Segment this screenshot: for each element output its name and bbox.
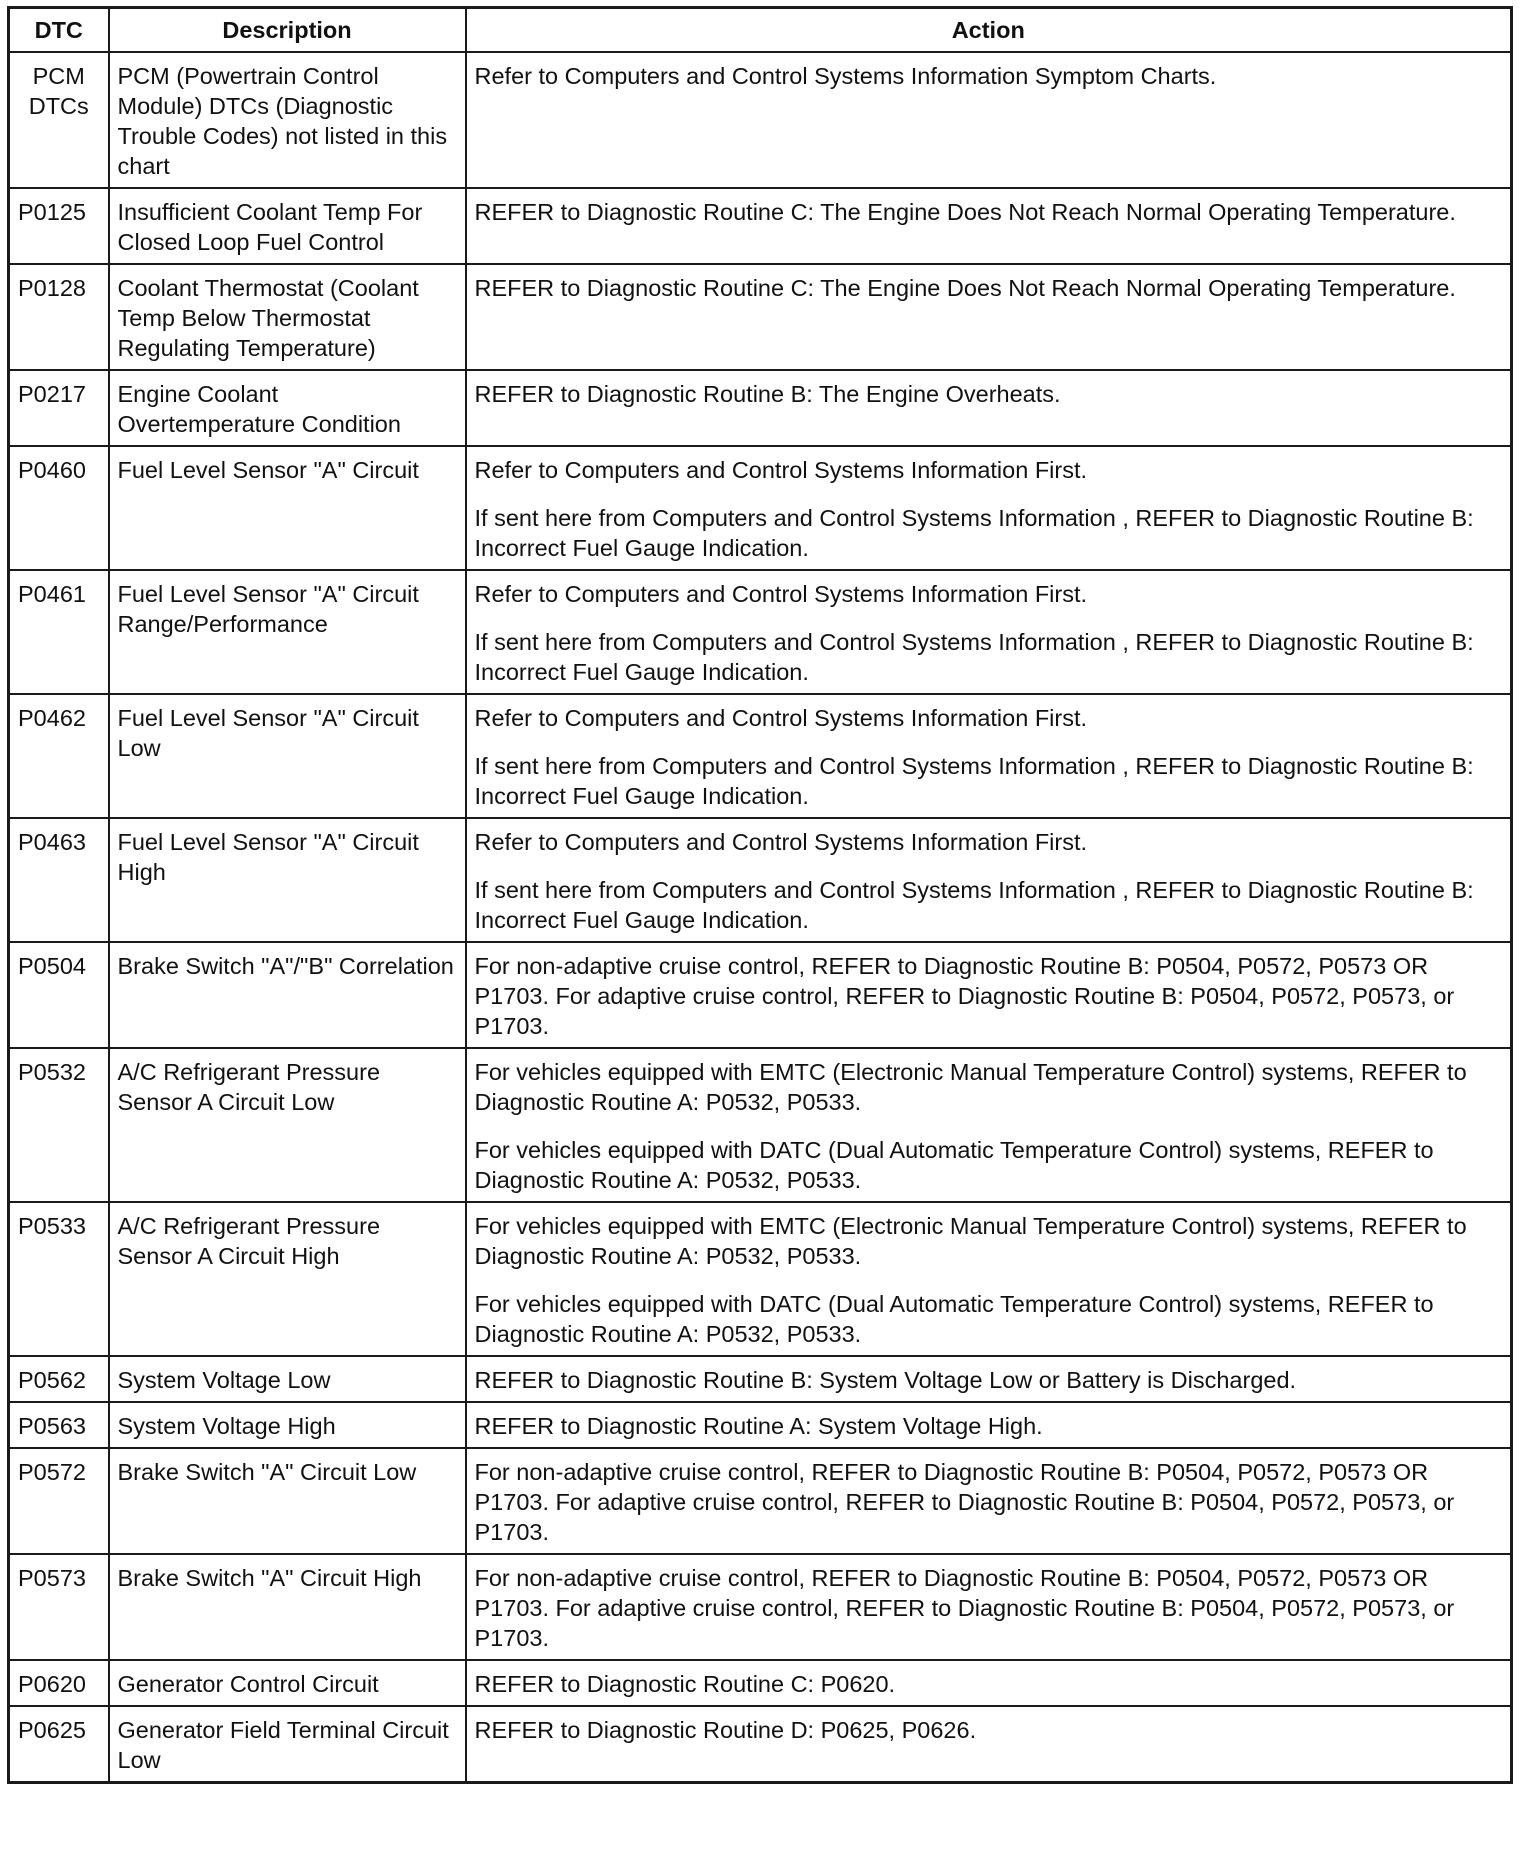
- action-paragraph: If sent here from Computers and Control Systems Information , REFER to Diagnostic Routine B: Incorrect Fuel Gauge Indication.: [474, 753, 1474, 809]
- dtc-code-cell: P0504: [9, 942, 109, 1048]
- action-paragraph: For vehicles equipped with DATC (Dual Automatic Temperature Control) systems, REFER to Diagnostic Routine A: P0532, P0533.: [474, 1291, 1434, 1347]
- dtc-code-cell: P0462: [9, 694, 109, 818]
- table-row: [9, 264, 1512, 370]
- action-paragraph: For non-adaptive cruise control, REFER to Diagnostic Routine B: P0504, P0572, P0573 OR P1703. For adaptive cruise control, REFER to Diagnostic Routine B: P0504, P0572, P0573, or P1703.: [474, 1459, 1455, 1545]
- description-cell: Engine Coolant Overtemperature Condition: [109, 370, 466, 446]
- description-cell: Fuel Level Sensor "A" Circuit High: [109, 818, 466, 942]
- description-cell: Brake Switch "A" Circuit Low: [109, 1448, 466, 1554]
- action-cell: [466, 52, 1512, 188]
- dtc-code-cell: P0532: [9, 1048, 109, 1202]
- action-paragraph: REFER to Diagnostic Routine A: System Voltage High.: [474, 1413, 1043, 1439]
- dtc-code-cell: P0573: [9, 1554, 109, 1660]
- action-paragraph: REFER to Diagnostic Routine C: The Engine Does Not Reach Normal Operating Temperature.: [474, 275, 1456, 301]
- table-row: [9, 818, 1512, 942]
- action-cell: [466, 1202, 1512, 1356]
- header-description: Description: [109, 8, 466, 53]
- description-cell: A/C Refrigerant Pressure Sensor A Circuit Low: [109, 1048, 466, 1202]
- action-paragraph: REFER to Diagnostic Routine C: P0620.: [474, 1671, 896, 1697]
- dtc-code-cell: P0460: [9, 446, 109, 570]
- action-paragraph: For non-adaptive cruise control, REFER to Diagnostic Routine B: P0504, P0572, P0573 OR P1703. For adaptive cruise control, REFER to Diagnostic Routine B: P0504, P0572, P0573, or P1703.: [474, 953, 1455, 1039]
- table-row: [9, 188, 1512, 264]
- dtc-code-cell: P0533: [9, 1202, 109, 1356]
- table-header: [9, 8, 1512, 53]
- action-cell: [466, 1706, 1512, 1783]
- header-dtc: DTC: [9, 8, 109, 53]
- action-paragraph: REFER to Diagnostic Routine B: System Voltage Low or Battery is Discharged.: [474, 1367, 1297, 1393]
- dtc-code-cell: P0217: [9, 370, 109, 446]
- action-paragraph: If sent here from Computers and Control Systems Information , REFER to Diagnostic Routine B: Incorrect Fuel Gauge Indication.: [474, 629, 1474, 685]
- table-row: [9, 942, 1512, 1048]
- dtc-code-cell: P0125: [9, 188, 109, 264]
- table-row: [9, 1402, 1512, 1448]
- table-body: [9, 52, 1512, 1783]
- table-row: [9, 694, 1512, 818]
- action-paragraph: Refer to Computers and Control Systems Information First.: [474, 581, 1088, 607]
- dtc-code-cell: P0572: [9, 1448, 109, 1554]
- dtc-code-cell: P0625: [9, 1706, 109, 1783]
- description-cell: Coolant Thermostat (Coolant Temp Below Thermostat Regulating Temperature): [109, 264, 466, 370]
- table-row: [9, 370, 1512, 446]
- action-paragraph: For non-adaptive cruise control, REFER to Diagnostic Routine B: P0504, P0572, P0573 OR P1703. For adaptive cruise control, REFER to Diagnostic Routine B: P0504, P0572, P0573, or P1703.: [474, 1565, 1455, 1651]
- action-cell: [466, 818, 1512, 942]
- action-paragraph: Refer to Computers and Control Systems Information First.: [474, 705, 1088, 731]
- description-cell: Generator Control Circuit: [109, 1660, 466, 1706]
- action-cell: [466, 1402, 1512, 1448]
- table-row: [9, 1660, 1512, 1706]
- action-cell: [466, 1048, 1512, 1202]
- table-row: [9, 446, 1512, 570]
- action-paragraph: For vehicles equipped with DATC (Dual Automatic Temperature Control) systems, REFER to Diagnostic Routine A: P0532, P0533.: [474, 1137, 1434, 1193]
- action-paragraph: REFER to Diagnostic Routine D: P0625, P0626.: [474, 1717, 977, 1743]
- action-cell: [466, 1448, 1512, 1554]
- description-cell: Fuel Level Sensor "A" Circuit Low: [109, 694, 466, 818]
- action-cell: [466, 694, 1512, 818]
- table-row: [9, 52, 1512, 188]
- header-row: [9, 8, 1512, 53]
- table-row: [9, 1202, 1512, 1356]
- table-row: [9, 570, 1512, 694]
- description-cell: Brake Switch "A"/"B" Correlation: [109, 942, 466, 1048]
- action-paragraph: Refer to Computers and Control Systems Information First.: [474, 829, 1088, 855]
- action-paragraph: For vehicles equipped with EMTC (Electronic Manual Temperature Control) systems, REFER to Diagnostic Routine A: P0532, P0533.: [474, 1213, 1467, 1269]
- action-paragraph: REFER to Diagnostic Routine C: The Engine Does Not Reach Normal Operating Temperature.: [474, 199, 1456, 225]
- action-paragraph: If sent here from Computers and Control Systems Information , REFER to Diagnostic Routine B: Incorrect Fuel Gauge Indication.: [474, 505, 1474, 561]
- action-paragraph: If sent here from Computers and Control Systems Information , REFER to Diagnostic Routine B: Incorrect Fuel Gauge Indication.: [474, 877, 1474, 933]
- description-cell: Insufficient Coolant Temp For Closed Loop Fuel Control: [109, 188, 466, 264]
- action-cell: [466, 446, 1512, 570]
- action-cell: [466, 1356, 1512, 1402]
- dtc-code-cell: P0463: [9, 818, 109, 942]
- action-paragraph: Refer to Computers and Control Systems Information Symptom Charts.: [474, 63, 1217, 89]
- description-cell: PCM (Powertrain Control Module) DTCs (Diagnostic Trouble Codes) not listed in this chart: [109, 52, 466, 188]
- description-cell: Brake Switch "A" Circuit High: [109, 1554, 466, 1660]
- action-cell: [466, 370, 1512, 446]
- description-cell: Fuel Level Sensor "A" Circuit: [109, 446, 466, 570]
- table-row: [9, 1554, 1512, 1660]
- dtc-code-cell: P0128: [9, 264, 109, 370]
- header-action: Action: [466, 8, 1512, 53]
- table-row: [9, 1356, 1512, 1402]
- description-cell: Generator Field Terminal Circuit Low: [109, 1706, 466, 1783]
- table-row: [9, 1048, 1512, 1202]
- action-paragraph: Refer to Computers and Control Systems Information First.: [474, 457, 1088, 483]
- description-cell: System Voltage High: [109, 1402, 466, 1448]
- dtc-code-cell: P0461: [9, 570, 109, 694]
- description-cell: A/C Refrigerant Pressure Sensor A Circuit High: [109, 1202, 466, 1356]
- dtc-code-cell: PCM DTCs: [9, 52, 109, 188]
- action-cell: [466, 1660, 1512, 1706]
- action-cell: [466, 264, 1512, 370]
- action-cell: [466, 570, 1512, 694]
- table-row: [9, 1706, 1512, 1783]
- description-cell: Fuel Level Sensor "A" Circuit Range/Performance: [109, 570, 466, 694]
- dtc-code-cell: P0620: [9, 1660, 109, 1706]
- dtc-code-cell: P0562: [9, 1356, 109, 1402]
- action-paragraph: REFER to Diagnostic Routine B: The Engine Overheats.: [474, 381, 1061, 407]
- dtc-table: [7, 6, 1513, 1784]
- dtc-code-cell: P0563: [9, 1402, 109, 1448]
- table-row: [9, 1448, 1512, 1554]
- description-cell: System Voltage Low: [109, 1356, 466, 1402]
- action-paragraph: For vehicles equipped with EMTC (Electronic Manual Temperature Control) systems, REFER to Diagnostic Routine A: P0532, P0533.: [474, 1059, 1467, 1115]
- action-cell: [466, 1554, 1512, 1660]
- action-cell: [466, 188, 1512, 264]
- action-cell: [466, 942, 1512, 1048]
